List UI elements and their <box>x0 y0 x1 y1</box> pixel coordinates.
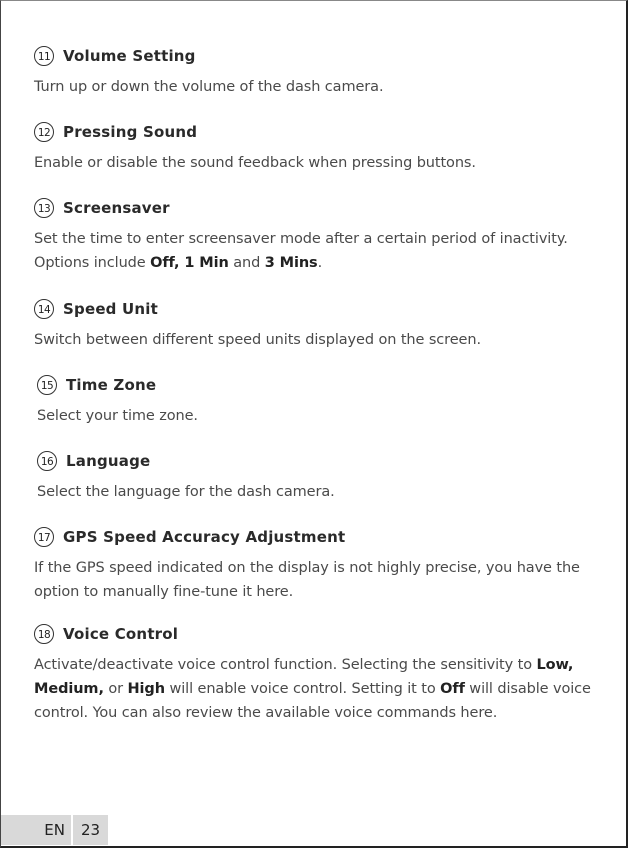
section-number-badge: 14 <box>34 299 54 319</box>
section-gps-speed-accuracy <box>34 525 604 604</box>
section-title: Language <box>66 452 151 470</box>
section-number-badge: 13 <box>34 198 54 218</box>
page-number: 23 <box>73 815 108 845</box>
section-title: Voice Control <box>63 625 179 643</box>
section-number-badge: 11 <box>34 46 54 66</box>
section-description: Enable or disable the sound feedback when pressing buttons. <box>34 155 476 171</box>
section-description: Select your time zone. <box>37 408 198 424</box>
language-label: EN <box>1 815 71 845</box>
section-description: Switch between different speed units displayed on the screen. <box>34 332 481 348</box>
section-time-zone <box>37 373 607 428</box>
desc-text: . <box>317 255 323 271</box>
section-description <box>34 227 604 275</box>
page-footer <box>1 815 108 845</box>
section-description: Select the language for the dash camera. <box>37 484 335 500</box>
option-high: High <box>127 681 165 697</box>
desc-text: will disable voice control. You can also review the available voice commands here. <box>34 681 591 721</box>
section-title: Volume Setting <box>63 47 196 65</box>
section-description: If the GPS speed indicated on the display is not highly precise, you have the option to manually fine-tune it here. <box>34 560 580 600</box>
section-description <box>34 653 594 725</box>
option-off: Off <box>440 681 465 697</box>
section-volume-setting <box>34 44 604 99</box>
section-title: Screensaver <box>63 199 170 217</box>
section-description: Turn up or down the volume of the dash camera. <box>34 79 384 95</box>
section-title: GPS Speed Accuracy Adjustment <box>63 528 346 546</box>
section-number-badge: 18 <box>34 624 54 644</box>
desc-text: Set the time to enter screensaver mode after a certain period of inactivity. Options include <box>34 231 568 271</box>
section-speed-unit <box>34 297 604 352</box>
desc-text: or <box>103 681 128 697</box>
section-title: Pressing Sound <box>63 123 198 141</box>
section-language <box>37 449 607 504</box>
desc-text: Activate/deactivate voice control function. Selecting the sensitivity to <box>34 657 537 673</box>
option-off-1min: Off, 1 Min <box>150 255 229 271</box>
option-low-medium: Low, Medium, <box>34 657 574 697</box>
section-number-badge: 16 <box>37 451 57 471</box>
section-title: Time Zone <box>66 376 157 394</box>
desc-text: will enable voice control. Setting it to <box>164 681 441 697</box>
section-screensaver <box>34 196 604 275</box>
section-number-badge: 15 <box>37 375 57 395</box>
desc-text: and <box>228 255 265 271</box>
section-voice-control <box>34 622 594 725</box>
section-title: Speed Unit <box>63 300 159 318</box>
section-pressing-sound <box>34 120 604 175</box>
option-3mins: 3 Mins <box>264 255 318 271</box>
section-number-badge: 17 <box>34 527 54 547</box>
section-number-badge: 12 <box>34 122 54 142</box>
